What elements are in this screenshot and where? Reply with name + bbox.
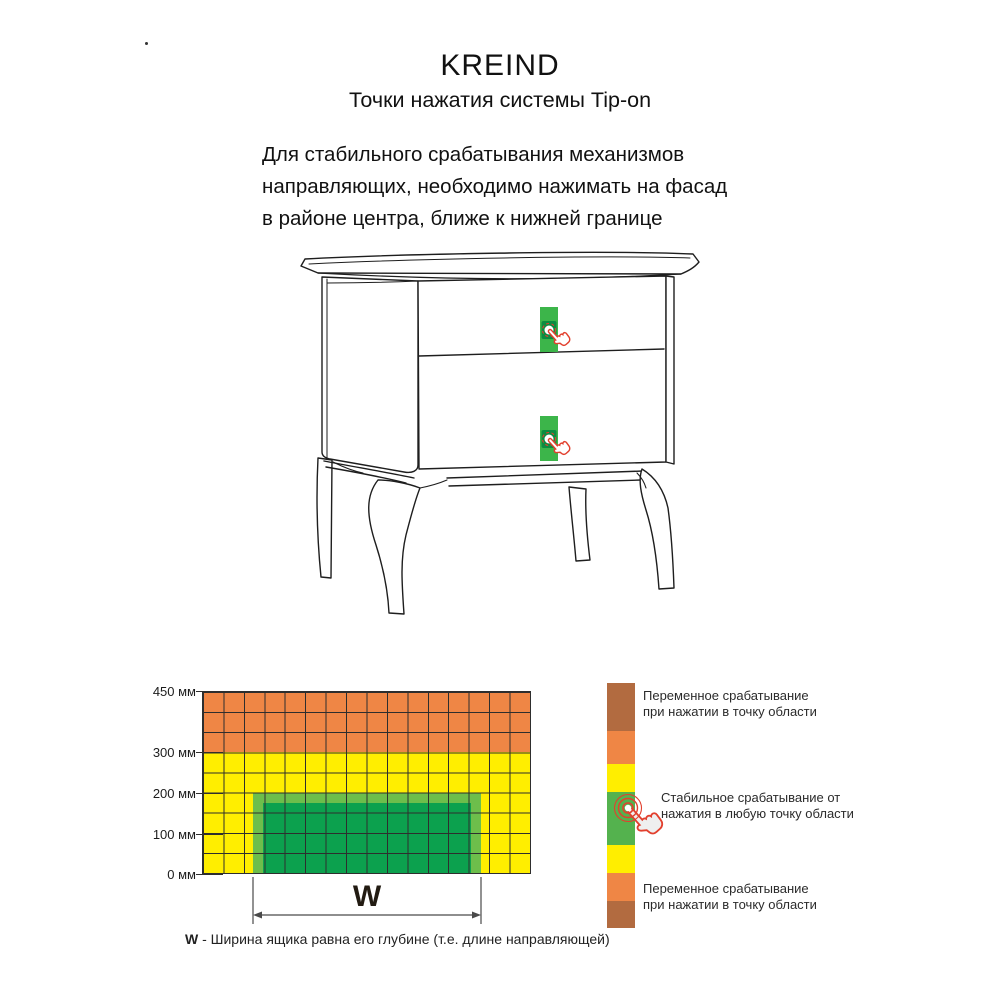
chart-caption bbox=[185, 931, 610, 947]
description-paragraph bbox=[262, 139, 727, 235]
description-line-2: направляющих, необходимо нажимать на фасад bbox=[262, 175, 728, 198]
caption-text: - Ширина ящика равна его глубине (т.е. длине направляющей) bbox=[198, 931, 610, 947]
rear-right-leg bbox=[569, 487, 590, 561]
legend-item-variable-bottom bbox=[643, 881, 817, 912]
caption-w: W bbox=[185, 931, 199, 947]
legend-swatch-brown-top bbox=[607, 683, 635, 731]
axis-tick bbox=[196, 874, 223, 875]
axis-label-450: 450 мм bbox=[152, 684, 196, 699]
description-line-3: в районе центра, ближе к нижней границе bbox=[262, 207, 663, 230]
legend-line: при нажатии в точку области bbox=[643, 896, 817, 912]
legend-line: Стабильное срабатывание от bbox=[661, 790, 841, 805]
brand-title: KREIND bbox=[440, 49, 560, 82]
legend-swatch-orange-top bbox=[607, 731, 635, 764]
legend-line: нажатия в любую точку области bbox=[661, 805, 854, 821]
axis-tick bbox=[196, 752, 223, 753]
tabletop bbox=[301, 252, 699, 278]
legend-line: при нажатии в точку области bbox=[643, 703, 817, 719]
nightstand-drawing bbox=[280, 240, 720, 635]
stray-dot bbox=[145, 42, 148, 45]
width-dimension-label: W bbox=[352, 880, 382, 913]
page-subtitle: Точки нажатия системы Tip-on bbox=[348, 88, 652, 112]
front-left-leg bbox=[369, 480, 420, 614]
rear-left-leg bbox=[317, 458, 332, 578]
legend-swatch-orange-bottom bbox=[607, 873, 635, 901]
grid-lines bbox=[203, 692, 530, 873]
description-line-1: Для стабильного срабатывания механизмов bbox=[262, 143, 685, 166]
axis-tick bbox=[196, 691, 223, 692]
axis-label-0: 0 мм bbox=[167, 867, 196, 882]
legend-item-stable bbox=[661, 790, 854, 821]
axis-tick bbox=[196, 793, 223, 794]
legend-swatch-brown-bottom bbox=[607, 901, 635, 928]
press-ripple-center bbox=[625, 805, 631, 811]
axis-label-100: 100 мм bbox=[152, 827, 196, 842]
press-zone-chart bbox=[202, 691, 531, 874]
axis-tick bbox=[196, 834, 223, 835]
right-post bbox=[666, 276, 674, 464]
legend-line: Переменное срабатывание bbox=[643, 881, 809, 896]
legend-line: Переменное срабатывание bbox=[643, 688, 809, 703]
axis-label-300: 300 мм bbox=[152, 745, 196, 760]
axis-label-200: 200 мм bbox=[152, 786, 196, 801]
legend-item-variable-top bbox=[643, 688, 817, 719]
side-panel bbox=[322, 277, 418, 472]
